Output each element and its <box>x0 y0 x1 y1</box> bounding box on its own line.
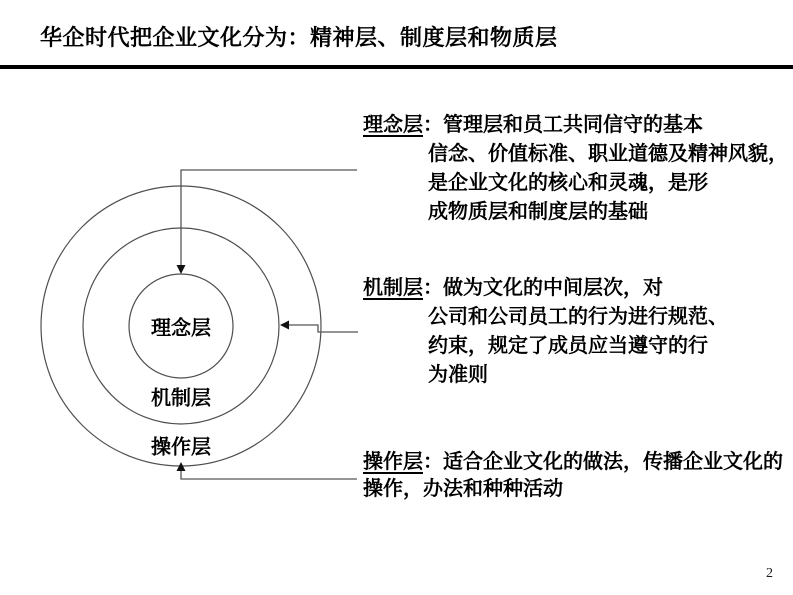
annotation-text: 适合企业文化的做法，传播企业文化的 <box>443 451 783 473</box>
annotation-line: 约束，规定了成员应当遵守的行 <box>428 335 708 357</box>
annotation-text: 做为文化的中间层次，对 <box>443 277 663 299</box>
annotation-operation-layer <box>363 449 783 503</box>
arrowhead-down-icon <box>177 265 186 274</box>
annotation-separator: ： <box>423 277 443 299</box>
annotation-line <box>363 449 783 476</box>
annotation-line <box>363 111 788 140</box>
annotation-line: 操作，办法和种种活动 <box>363 478 563 500</box>
annotation-term: 理念层 <box>363 114 423 136</box>
annotation-idea-layer <box>363 111 788 227</box>
annotation-line: 成物质层和制度层的基础 <box>428 201 648 223</box>
annotation-line: 信念、价值标准、职业道德及精神风貌， <box>428 143 788 165</box>
arrowhead-left-icon <box>280 321 289 330</box>
annotation-line <box>363 274 728 303</box>
annotation-text: 管理层和员工共同信守的基本 <box>443 114 703 136</box>
annotation-line: 为准则 <box>428 364 488 386</box>
annotation-separator: ： <box>423 451 443 473</box>
ring-label-idea-layer: 理念层 <box>151 317 211 340</box>
connector-operation-layer <box>181 470 357 479</box>
annotation-term: 操作层 <box>363 451 423 473</box>
annotation-term: 机制层 <box>363 277 423 299</box>
connector-mechanism-layer <box>288 325 358 332</box>
page-number: 2 <box>766 566 773 581</box>
annotation-mechanism-layer <box>363 274 728 390</box>
ring-label-operation-layer: 操作层 <box>151 436 211 459</box>
connector-idea-layer <box>181 170 357 266</box>
annotation-line: 公司和公司员工的行为进行规范、 <box>428 306 728 328</box>
annotation-line: 是企业文化的核心和灵魂，是形 <box>428 172 708 194</box>
ring-label-mechanism-layer: 机制层 <box>151 387 211 410</box>
page-title: 华企时代把企业文化分为：精神层、制度层和物质层 <box>40 25 558 50</box>
annotation-separator: ： <box>423 114 443 136</box>
